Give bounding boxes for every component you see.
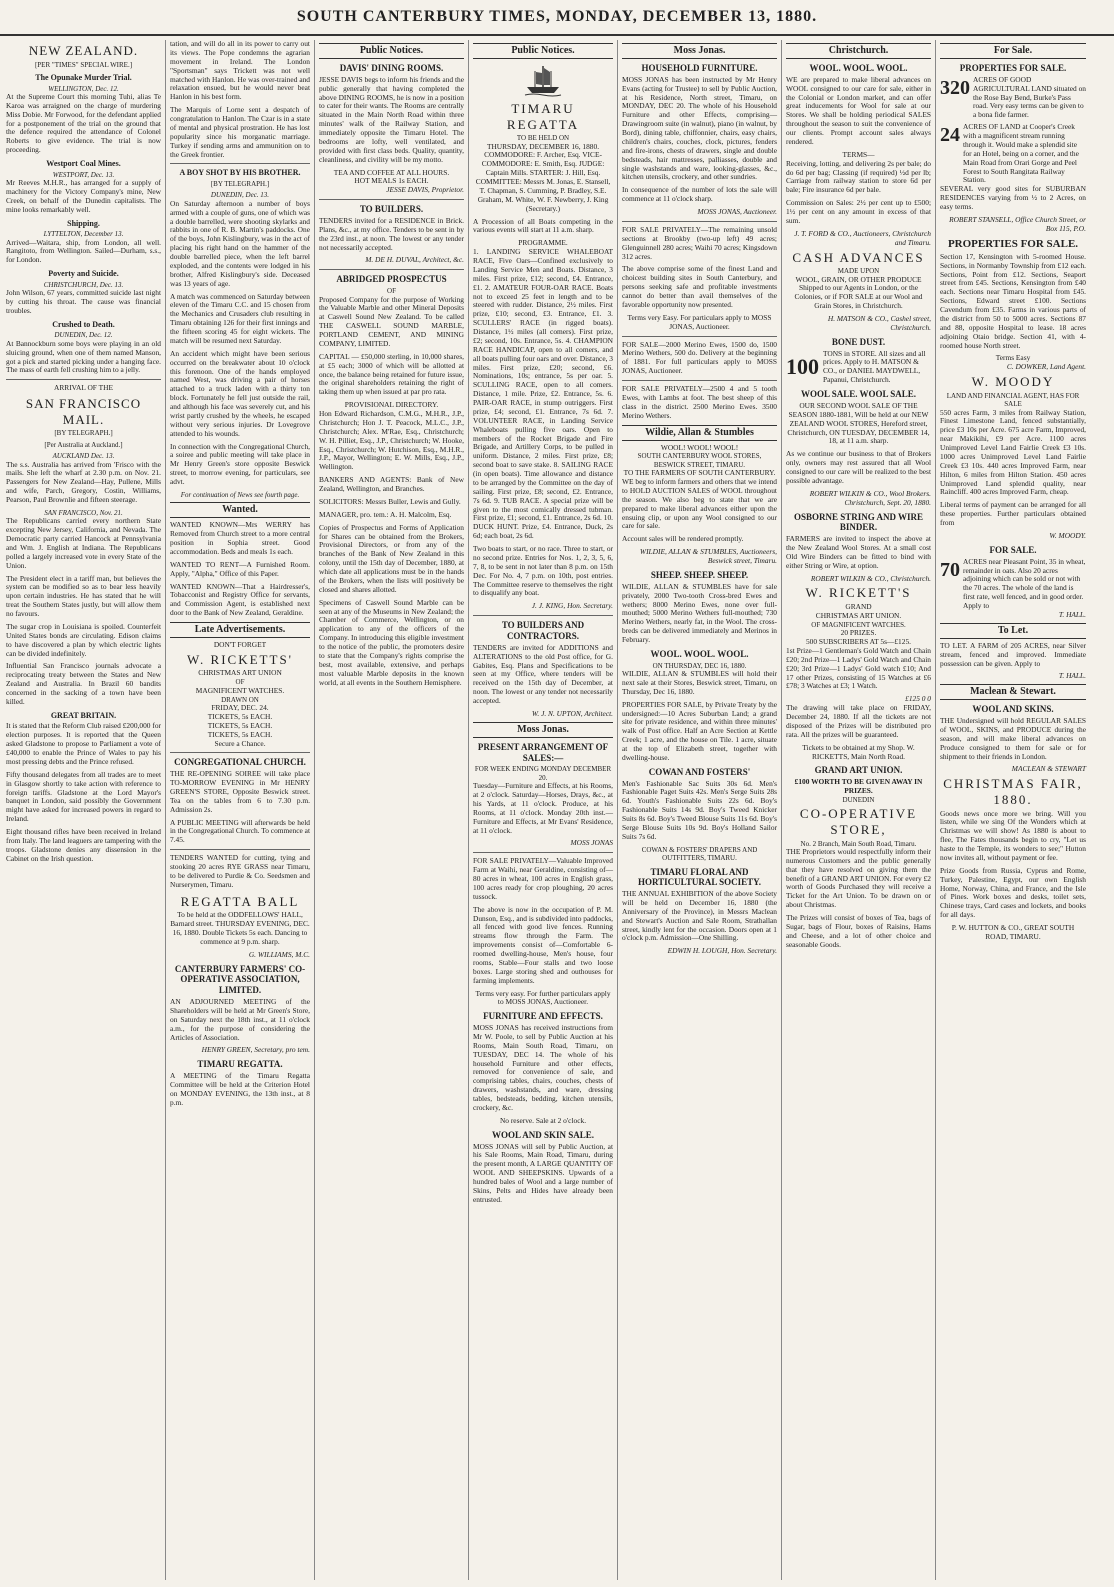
regatta-ball-text: To be held at the ODDFELLOWS' HALL, Barnard street. THURSDAY EVENING, DEC. 16, 1880. Double Tickets 5s each. Dancing to commence at 9 p.m. sharp. — [170, 910, 310, 946]
divider — [622, 380, 777, 381]
wool-skins-heading: WOOL AND SKINS. — [972, 704, 1054, 715]
furniture-heading: FURNITURE AND EFFECTS. — [483, 1011, 603, 1022]
brokers-text: As we continue our business to that of Brokers only, owners may rest assured that all Wool consigned to our care will be realized to the best possible advantage. — [786, 449, 931, 485]
solicitors-text: SOLICITORS: Messrs Buller, Lewis and Gully. — [319, 496, 461, 506]
bankers-text: BANKERS AND AGENTS: Bank of New Zealand, Wellington, and Branches. — [319, 475, 464, 494]
wanted-ad-2: WANTED TO RENT—A Furnished Room. Apply, "Alpha," Office of this Paper. — [170, 559, 310, 578]
commission-text: Commission on Sales: 2½ per cent up to £500; 1½ per cent on any amount in excess of that sum. — [786, 198, 931, 225]
contractors-heading: TO BUILDERS AND CONTRACTORS. — [501, 620, 585, 641]
properties-heading: PROPERTIES FOR SALE. — [959, 63, 1067, 73]
wool-advances-text: WE are prepared to make liberal advances on WOOL consigned to our care for sale, either in the Colonial or London market, and can offer great inducements for Wool for sale at our Stores. We shall be holding periodical SALES throughout the season to suit the convenience of our clients. Prompt account sales always rendered. — [786, 74, 931, 146]
properties-heading-2: PROPERTIES FOR SALE. — [947, 237, 1079, 250]
column-4 — [473, 40, 618, 1580]
column-6 — [786, 40, 936, 1580]
ford-sign: J. T. FORD & CO., Auctioneers, Christchurch and Timaru. — [794, 228, 931, 247]
builders-text: TENDERS invited for a RESIDENCE in Brick. Plans, &c., at my office. Tenders to be sent in by the 23rd inst., at noon. The lowest or any tender not necessarily accepted. — [319, 215, 464, 252]
britain-text-3: Eight thousand rifles have been received in Ireland from Italy. The land leaguers are tampering with the troops. Gladstone denies any dissension in the Cabinet on the Irish question. — [6, 827, 161, 863]
divider — [473, 852, 613, 853]
tickets-obtained: Tickets to be obtained at my Shop. W. RICKETTS, Main North Road. — [802, 742, 915, 761]
prop-24-ad — [940, 123, 1086, 185]
wildie-sign: WILDIE, ALLAN & STUMBLES, Auctioneers, Beswick street, Timaru. — [639, 547, 777, 566]
westport-heading: Westport Coal Mines. — [46, 159, 121, 169]
farmers-coop-sign: HENRY GREEN, Secretary, pro tem. — [201, 1045, 310, 1055]
cowan-title: COWAN AND FOSTERS' — [648, 766, 751, 777]
terms-easy-text: Terms very easy. For further particulars apply to MOSS JONAS, Auctioneer. — [475, 988, 611, 1007]
sf-text-4: The sugar crop in Louisiana is spoiled. Counterfeit United States bonds are circulating. Edison claims to have discovered a plan by which electric lights can be divided indefinitely. — [6, 621, 161, 658]
wool-sale-date: ON THURSDAY, DEC 16, 1880. — [652, 661, 747, 670]
secure-chance: Secure a Chance. — [214, 738, 266, 748]
moody-text: 550 acres Farm, 3 miles from Railway Station, Finest Limestone Land, fenced substantially, price £3 10s per Acre. 675 acre Farm, Improved, near Makikihi, £9 per Acre. 1100 acres Unimproved Level Land Fairlie Creek £3 10s. 1000 acres Unimproved Level Land Fairlie Creek £3 10s. 440 acres Improved Farm, near Hilton, 6 miles from Hilton Station. 450 acres Unimproved Land splendid quality, near Raincliff. 400 acres Improved Farm, cheap. — [940, 407, 1086, 497]
dining-rooms-text: JESSE DAVIS begs to inform his friends and the public generally that having completed the above DINING ROOMS, he is now in a position to cater for their wants. The Rooms are centrally situated in the Main North Road within three minutes' walk of the Railway Station, and immediately opposite the Timaru Hotel. The bedrooms are lofty, well ventilated, and provided with first class beds. Quality, quantity, cleanliness, and civility will be my motto. — [319, 74, 464, 164]
osborne-sign: ROBERT WILKIN & CO., Christchurch. — [810, 573, 931, 583]
prize-total: £125 0 0 — [905, 694, 931, 704]
present-arrangement: PRESENT ARRANGEMENT OF SALES:— — [477, 741, 609, 763]
wool-skin-heading: WOOL AND SKIN SALE. — [491, 1129, 595, 1140]
suburban-sites: SEVERAL very good sites for SUBURBAN RESIDENCES varying from ½ to 2 Acres, on easy terms. — [940, 184, 1086, 212]
maclean-text: THE Undersigned will hold REGULAR SALES of WOOL, SKINS, and PRODUCE during the season, and will make liberal advances on Produce consigned to them for sale or for shipment to their friends in London. — [940, 716, 1086, 761]
prop-70-ad — [940, 558, 1086, 611]
prospectus-text: Proposed Company for the purpose of Working the Valuable Marble and other Mineral Deposits at Caswell Sound New Zealand. To be called THE CASWELL SOUND MARBLE, PORTLAND CEMENT, AND MINING COMPANY, LIMITED. — [319, 294, 464, 348]
of-watches-label: OF MAGNIFICENT WATCHES. — [811, 620, 906, 629]
regatta-meeting-text: A MEETING of the Timaru Regatta Committee will be held at the Criterion Hotel on MONDAY EVENING, the 13th inst., at 8 p.m. — [170, 1071, 310, 1107]
boy-shot-sub: [BY TELEGRAPH.] — [210, 179, 270, 188]
builders-sign: M. DE H. DUVAL, Architect, &c. — [365, 255, 464, 265]
prop-24-text: ACRES OF LAND at Cooper's Creek with a magnificent stream running through it. Would make a splendid site for an Hotel, being on a corner, and the Main Road from Orari Gorge and Peel Forest to South Rangitata Railway Station. — [963, 122, 1079, 185]
dunedin-label: DUNEDIN — [842, 796, 875, 804]
terms-easy: Terms Easy — [995, 353, 1031, 363]
sheep-heading: SHEEP. SHEEP. SHEEP. — [650, 569, 749, 580]
copies-text: Copies of Prospectus and Forms of Application for Shares can be obtained from the Brokers, Provisional Directors, or from any of the branches of the Bank of New Zealand in this colony, until the 15th day of December, 1880, at which date all applications must be in the hands of the Brokers, when the lists will positively be closed and shares allotted. — [319, 522, 464, 594]
column-2 — [170, 40, 315, 1580]
to-let-heading: To Let. — [940, 623, 1086, 639]
wool-wool: WOOL! WOOL! WOOL! — [660, 442, 739, 452]
contractors-text: TENDERS are invited for ADDITIONS and ALTERATIONS to the old Post office, for G. Gabites, Esq. Plans and Specifications to be seen at my Office, where tenders will be received on the 15th day of December, at noon. The lowest or any tender not necessarily accepted. — [473, 642, 613, 706]
cash-made-upon: MADE UPON — [837, 267, 880, 276]
poverty-heading: Poverty and Suicide. — [48, 269, 119, 279]
crushed-heading: Crushed to Death. — [52, 319, 115, 329]
farmers-coop-heading: CANTERBURY FARMERS' CO-OPERATIVE ASSOCIATION, LIMITED. — [174, 963, 306, 996]
ewes-for-sale: FOR SALE PRIVATELY—2500 4 and 5 tooth Ewes, with Lambs at foot. The best sheep of this class in the district. 2500 Merino Ewes. 3500 Merino Wethers. — [622, 384, 777, 420]
masthead-title: SOUTH CANTERBURY TIMES, MONDAY, DECEMBER 13, 1880. — [296, 8, 818, 25]
fair-poem: Goods news once more we bring. Will you listen, while we sing Of the Wonders which at Christmas we will show! As 1880 is about to flee, The Fates thousands begin to cry, "Let us haste to the Temple, its wonders to see;" Hutton now invites all, without payment or fee. — [940, 808, 1086, 862]
sheep-text: WILDIE, ALLAN & STUMBLES have for sale privately, 2000 Two-tooth Cross-bred Ewes and wethers; 8000 Merino Ewes, none over full-mouthed; 5000 Merino Wethers full-mouthed; 730 Merino Wethers, nearly fat, in the Wool. The cross-breds can be delivered immediately and Merinos in February. — [622, 581, 777, 644]
boy-shot-title: A BOY SHOT BY HIS BROTHER. — [179, 168, 301, 178]
sf-place: AUCKLAND Dec. 13. — [52, 452, 115, 461]
to-farmers: TO THE FARMERS OF SOUTH CANTERBURY. — [623, 468, 776, 478]
programme-text: 1. LANDING SERVICE WHALEBOAT RACE, Five Oars—Confined exclusively to Landing Service Men and Boats. Distance, 3 miles. First prize, £12; second, £4. Entrance, £1. 2. AMATEUR FOUR-OAR RACE. Boats not to exceed 25 feet in length and to be steered with rudder. Distance, 2½ miles. First prize, £10; second, £3. Entrance, £1. 3. SCULLERS' RACE (in rigged boats). Distance, 1½ miles (all comers). First prize, £2; second, 10s. Entrance, 5s. 4. CHAMPION RACE HANDICAP, open to all comers, and all boats pulling four oars and over. Distance, 3 miles. First prize, £20; second, £6. Nominations, 10s; entrance, 5s per oar. 5. SCULLING RACE, open to all comers. Distance, 1 mile. Prize, £2. Entrance, 5s. 6. PAIR-OAR RACE, in stump outriggers. First prize, £4; second, £1. Entrance, 7s 6d. 7. VOLUNTEER RACE, in Landing Service Whaleboats pulling five oars. Open to members of the Rocket Brigade and Fire Brigade, and Artillery Corps, to be pulled in uniform. Distance, 2 miles. First prize, £8; second boat to save stake. 8. SAILING RACE (in open boats). Time allowance and distance to be arranged by the Committee on the day of sailing. First prize, £8; second, £2. Entrance, 7s 6d. 9. TUB RACE. A special prize will be given to the most comically dressed tubman. First prize, £1; second, £1. Entrance, 2s 6d. 10. DUCK HUNT. Prize, £4. Entrance, Duck, 2s 6d; each boat, 2s 6d. — [473, 247, 613, 541]
moss-sign: MOSS JONAS, Auctioneer. — [697, 207, 777, 217]
prop-70-number: 70 — [940, 558, 960, 581]
fair-list: Prize Goods from Russia, Cyprus and Rome, Turkey, Palestine, Egypt, our own English Home, Norway, China, and France, and the Isle of Pines. Work boxes and desks, toilet sets, Chinese trays, Card cases and lockets, and books for all days. — [940, 865, 1086, 920]
public-notices-heading: Public Notices. — [319, 43, 464, 59]
wool-sale-heading-2: WOOL SALE. WOOL SALE. — [800, 389, 917, 400]
coop-text: THE Proprietors would respectfully inform their numerous Customers and the public generally that they have resolved on giving them the benefit of a GRAND ART UNION. For every £2 worth of Goods Purchased they will receive a Ticket for the Art Union. To be drawn on or about Christmas. — [786, 846, 931, 910]
moss-jonas-heading: Moss Jonas. — [473, 722, 613, 738]
shipping-place: LYTTELTON, December 13. — [43, 230, 124, 239]
draw-date: FRIDAY, DEC. 24. — [211, 703, 269, 713]
procession-text: A Procession of all Boats competing in the various events will start at 11 a.m. sharp. — [473, 216, 613, 235]
divider — [319, 269, 464, 270]
hall-sign-2: T. HALL. — [1058, 671, 1086, 681]
divider — [170, 752, 310, 753]
sc-wool-stores: SOUTH CANTERBURY WOOL STORES, BESWICK STREET, TIMARU. — [637, 452, 762, 469]
cash-advances-text: WOOL, GRAIN, OR OTHER PRODUCE Shipped to our Agents in London, or the Colonies, or if FOR SALE at our Wool and Grain Stores, in Christchurch. — [794, 274, 923, 311]
divider — [319, 199, 464, 200]
grand-label: GRAND — [845, 602, 872, 612]
provisional-directory: PROVISIONAL DIRECTORY. — [344, 400, 439, 410]
wool-sale-heading: WOOL. WOOL. WOOL. — [650, 648, 749, 659]
boy-shot-text: On Saturday afternoon a number of boys armed with a couple of guns, one of which was a double barrelled, were shooting skylarks and rabbits in one of R. B. Martin's paddocks. One of the boys, John Kislingbury, was in the act of placing his right hand on the hammer of the double barrelled piece, when the left barrel exploded, and the contents were lodged in his brother, Alfred Kislingbury's side. Deceased was 13 years of age. — [170, 198, 310, 288]
continued-text-2: The Marquis of Lorne sent a despatch of congratulation to Hanlon. The Czar is in a state of mental and physical prostration. He has lost popularity since his morganatic marriage. Turkey if sending arms and ammunition on to the Greek frontier. — [170, 105, 310, 159]
second-wool-sale: OUR SECOND WOOL SALE OF THE SEASON 1880-1881, Will be held at our NEW ZEALAND WOOL STORES, Hereford street, Christchurch, ON TUESDAY, DECEMBER 14, 18, at 11 a.m. sharp. — [787, 400, 930, 446]
prospectus-title: ABRIDGED PROSPECTUS — [336, 274, 447, 285]
public-notices-heading-2: Public Notices. — [473, 43, 613, 59]
farmers-coop-text: AN ADJOURNED MEETING of the Shareholders will be held at Mr Green's Store, on Saturday next the 18th inst., at 11 o'clock a.m., for the purpose of considering the Articles of Association. — [170, 997, 310, 1042]
nz-title: NEW ZEALAND. — [28, 43, 139, 58]
crushed-text: At Bannockburn some boys were playing in an old sluicing ground, when one of them named Manson, got a pick and started picking under a hanging face. The mass of earth fell crushing him to a jelly. — [6, 338, 161, 375]
prop-24-number: 24 — [940, 124, 960, 147]
column-5 — [622, 40, 782, 1580]
wanted-ad-3: WANTED KNOWN—That a Hairdresser's, Tobacconist and Registry Office for servants, and Commission Agent, is established next door to the Bank of New Zealand, Geraldine. — [170, 581, 310, 618]
arrival-title: ARRIVAL OF THE — [54, 383, 113, 393]
bone-dust-ad — [786, 350, 931, 386]
britain-heading: GREAT BRITAIN. — [50, 710, 117, 720]
page-columns — [0, 36, 1114, 1580]
continuation-note: For continuation of News see fourth page. — [180, 490, 300, 499]
contractors-sign: W. J. N. UPTON, Architect. — [531, 708, 613, 718]
sections-note: The above comprise some of the finest Land and choicest building sites in South Canterbury, and persons seeking safe and profitable investments cannot do better than avail themselves of the favorable opportunity now presented. — [622, 264, 777, 309]
bone-dust-text: TONS in STORE. All sizes and all prices. Apply to H. MATSON & CO., or DANIEL MAYDWELL, Papanui, Christchurch. — [823, 348, 926, 385]
moody-note: Liberal terms of payment can be arranged for all these properties. Further particulars obtained from — [940, 500, 1086, 528]
moody-subtitle: LAND AND FINANCIAL AGENT, HAS FOR SALE — [946, 391, 1080, 409]
late-ads-heading: Late Advertisements. — [170, 622, 310, 638]
osborne-heading: OSBORNE STRING AND WIRE BINDER. — [793, 511, 924, 533]
floral-sign: EDWIN H. LOUGH, Hon. Secretary. — [667, 946, 777, 956]
floral-text: THE ANNUAL EXHIBITION of the above Society will be held on December 16, 1880 (the Anniversary of the Province), in Messrs Maclean and Stewart's Auction and Sale Room, Strathallan street, kindly lent for the occasion. Doors open at 1 o'clock p.m. Admission—One Shilling. — [622, 889, 777, 943]
sales-text: Tuesday—Furniture and Effects, at his Rooms, at 2 o'clock. Saturday—Horses, Drays, &c., at his Yards, at 11 o'clock. Produce, at his Rooms, at 11 o'clock. Monday 20th inst.—Furniture and Effects, at Mr Evans' Residence, at 11 o'clock. — [473, 781, 613, 835]
programme-heading: PROGRAMME. — [518, 238, 568, 248]
boy-shot-place: DUNEDIN, Dec. 13. — [210, 191, 270, 200]
tickets-line-2: TICKETS, 5s EACH. — [207, 720, 273, 730]
hutton-sign: P. W. HUTTON & CO., GREAT SOUTH ROAD, TIMARU. — [951, 923, 1075, 941]
tickets-line-3: TICKETS, 5s EACH. — [207, 729, 273, 739]
ship-illustration — [473, 63, 613, 97]
tenders-rye-grass: TENDERS WANTED for cutting, tying and stooking 20 acres RYE GRASS near Timaru, to be delivered to Purdie & Co. Seedsmen and Nurserymen, Timaru. — [170, 853, 310, 889]
terms-heading: TERMS— — [842, 149, 875, 159]
wildie-heading: Wildie, Allan & Stumbles — [622, 425, 777, 441]
subscribers-line: 500 SUBSCRIBERS AT 5s—£125. — [805, 637, 911, 647]
cowan-sign: COWAN & FOSTERS' DRAPERS AND OUTFITTERS, TIMARU. — [641, 845, 758, 863]
cash-advances-title: CASH ADVANCES — [792, 249, 925, 265]
column-7 — [940, 40, 1090, 1580]
hall-sign: T. HALL. — [1058, 609, 1086, 619]
coop-store-title: CO-OPERATIVE STORE, — [799, 806, 918, 837]
specimens-text: Specimens of Caswell Sound Marble can be seen at any of the Museums in New Zealand; the Chamber of Commerce, Wellington, or on application to any of the officers of the Company. In introducing this eligible investment to the notice of the public, the promoters desire to state that the Company's rights comprise the best, most available, extensive, and perhaps most valuable Marble deposits in the known world, at all events in the Southern Hemisphere. — [319, 597, 464, 687]
westport-text: Mr Reeves M.H.R., has arranged for a supply of machinery for the Victory Company's mine, New Creek, on behalf of the Dunedin capitalists. The mine looks remarkably well. — [6, 178, 161, 214]
westport-place: WESTPORT, Dec. 13. — [52, 170, 115, 179]
stansell-sign: ROBERT STANSELL, Office Church Street, or Box 115, P.O. — [949, 214, 1086, 233]
opunake-text: At the Supreme Court this morning Tuhi, alias Te Karoa was arraigned on the charge of murdering Miss Dobie. Mr Forwood, for the defendant applied for a postponement of the trial on the ground that the defence required the attendance of Colonel Roberts to give evidence. The trial is now proceeding. — [6, 91, 161, 155]
public-meeting: A PUBLIC MEETING will afterwards be held in the Congregational Church. To commence at 7.45. — [170, 817, 310, 845]
christmas-fair-title: CHRISTMAS FAIR, 1880. — [943, 776, 1083, 807]
regatta-ball-sign: G. WILLIAMS, M.C. — [248, 949, 310, 959]
drawn-label: DRAWN ON — [221, 695, 259, 704]
poverty-text: John Wilson, 67 years, committed suicide last night by cutting his throat. The cause was financial troubles. — [6, 288, 161, 315]
regatta-title: TIMARU REGATTA — [506, 101, 580, 132]
prop-320-text: ACRES OF GOOD AGRICULTURAL LAND situated on the Rose Bay Bend, Burke's Pass road. Very easy terms can be given to a bona fide farmer. — [973, 74, 1086, 120]
davis-sign: JESSE DAVIS, Proprietor. — [386, 185, 464, 195]
no-reserve: No reserve. Sale at 2 o'clock. — [499, 1115, 587, 1125]
builders-heading: TO BUILDERS. — [359, 204, 424, 215]
osborne-text: FARMERS are invited to inspect the above at the New Zealand Wool Stores. At a small cost Old Wire Binders can be fitted to bind with either String or Wire, at option. — [786, 534, 931, 570]
dining-rooms-title: DAVIS' DINING ROOMS. — [339, 63, 444, 73]
farm-details-text: The above is now in the occupation of P. M. Dunson, Esq., and is subdivided into paddocks, all fenced with good live fences. Running streams flow through the Farm. The improvements consist of—Comfortable 6-roomed dwelling-house, Men's house, four rooms, Stable—Four stalls and two loose boxes. Large storing shed and outhouses for farming implements. — [473, 904, 614, 985]
divider — [170, 163, 310, 164]
prop-70-text: ACRES near Pleasant Point, 35 in wheat, remainder in oats. Also 20 acres adjoining which can be sold or not with the 70 acres. The whole of the land is first rate, well fenced, and in good order. Apply to — [963, 556, 1086, 611]
divider — [622, 336, 777, 337]
ricketts-title: W. RICKETT'S — [805, 585, 912, 601]
moody-title: W. MOODY — [971, 374, 1055, 390]
household-text: MOSS JONAS has been instructed by Mr Henry Evans (acting for Trustee) to sell by Public Auction, at his Residence, North street, Timaru, on MONDAY, DEC 20. The whole of his Household Furniture and other Effects, comprising—Drawingroom suite (in walnut), piano (in walnut, by Bord), dining table, chiffonnier, chairs, easy chairs, children's chairs, couches, clock, pictures, fenders and fire-irons, chests of drawers, single and double bedsteads, hair mattresses, palliasses, double and single washstands and ware, looking-glasses, &c., kitchen utensils, crockery, and other sundries. — [622, 74, 777, 182]
tea-coffee: TEA AND COFFEE AT ALL HOURS. — [333, 167, 450, 177]
moody-sign: W. MOODY. — [1049, 530, 1086, 540]
regatta-officials: COMMODORE: F. Archer, Esq. VICE-COMMODORE: E. Smith, Esq. JUDGE: Captain Mills. STARTER: J. Hill, Esq. COMMITTEE: Messrs M. Jonas, E. Stansell, T. Chapman, S. Cumming, P. Bradley, S.E. Graham, M. White, W. F. Newberry, J. King (Secretary.) — [475, 150, 611, 213]
bone-dust-number: 100 — [786, 354, 819, 380]
maclean-sign: MACLEAN & STEWART — [1011, 764, 1086, 774]
to-let-text: TO LET. A FARM of 205 ACRES, near Silver stream, fenced and improved. Immediate possession can be given. Apply to — [940, 640, 1086, 668]
reopening-soiree: THE RE-OPENING SOIREE will take place TO-MORROW EVENING in Mr HENRY GREEN'S STORE, Opposite Beswick street. Tea on the tables from 6 to 7.30 p.m. Admission 2s. — [170, 769, 310, 814]
regatta-ball-title: REGATTA BALL — [180, 893, 300, 909]
furniture-text: MOSS JONAS has received instructions from Mr W. Poole, to sell by Public Auction at his Rooms, Main South Road, Timaru, on TUESDAY, DEC 14. The whole of his household Furniture and other effects, removed for convenience of sale, and comprising tables, chairs, couches, chests of drawers, washstands, and ware, dressing tables, bedsteads, bedding, kitchen utensils, crockery, &c. — [473, 1023, 613, 1112]
divider — [473, 615, 613, 616]
wool-skin-text: MOSS JONAS will sell by Public Auction, at his Sale Rooms, Main Road, Timaru, during the present month, A LARGE QUANTITY OF WOOL AND SHEEPSKINS. Upwards of a hundred bales of Wool and a large number of Skins, Pelts and Hides have already been entrusted. — [473, 1141, 613, 1204]
sections-for-sale: FOR SALE PRIVATELY—The remaining unsold sections at Brookby (two-up left) 49 acres; Glenguinnell 280 acres; Waihi 70 acres; Kingsdown 312 acres. — [622, 224, 777, 261]
coop-address: No. 2 Branch, Main South Road, Timaru. — [800, 839, 917, 848]
coop-prizes-text: The Prizes will consist of boxes of Tea, bags of Sugar, bags of Flour, boxes of Raisins, Hams and Cheese, and a lot of other choice and seasonable Goods. — [786, 913, 931, 949]
shipping-heading: Shipping. — [67, 218, 100, 228]
britain-text-1: It is stated that the Reform Club raised £200,000 for election purposes. It is reported that the Queen asked Gladstone to propose to Parliament a vote of £40,000 to enable the Prince of Wales to pay his most pressing debts and the Prince refused. — [6, 721, 161, 766]
maclean-heading: Maclean & Stewart. — [940, 684, 1086, 700]
wool-sale-text: WILDIE, ALLAN & STUMBLES will hold their next sale at their Stores, Beswick street, Timaru, on Thursday, Dec 16, 1880. — [622, 669, 777, 696]
britain-text-2: Fifty thousand delegates from all trades are to meet in Glasgow shortly to take action with reference to foreign tariffs. Gladstone at the Lord Mayor's banquet in London, said possibly the Government might have asked for increased powers in regard to Ireland. — [6, 769, 161, 824]
sf-text-5: Influential San Francisco journals advocate a reciprocating treaty between the States and New Zealand and Australia. In Brazil 60 bandits concerned in the sacking of a town have been killed. — [6, 661, 161, 706]
divider — [622, 221, 777, 222]
bone-dust-heading: BONE DUST. — [831, 336, 886, 347]
week-ending: FOR WEEK ENDING MONDAY DECEMBER 20. — [474, 765, 612, 782]
wanted-heading: Wanted. — [170, 502, 310, 518]
programme-note: Two boats to start, or no race. Three to start, or no second prize. Entries for Nos. 1, 2, 3, 5, 6, 7, 8, to be sent in not later than 8 p.m. on 15th Dec. For No. 4, 7 p.m. on 10th, post entries. The Committee reserve to themselves the right to disqualify any boat. — [473, 544, 613, 598]
terms-very-easy: Terms very Easy. For particulars apply to MOSS JONAS, Auctioneer. — [627, 312, 772, 331]
tickets-line-1: TICKETS, 5s EACH. — [207, 711, 273, 721]
poverty-place: CHRISTCHURCH, Dec. 13. — [43, 280, 124, 289]
masthead — [0, 0, 1114, 36]
directors-list: Hon Edward Richardson, C.M.G., M.H.R., J.P., Christchurch; Hon J. T. Peacock, M.L.C., J.P., Christchurch; Alex. M'Rae, Esq., Christchurch; W. H. Pilliet, Esq., J.P., Christchurch; W. Hooke, Esq., Christchurch; W. Hutchison, Esq., M.H.R., J.P., Mayor, Wellington; E. W. Mills, Esq., J.P., Wellington. — [319, 409, 464, 472]
programme-sign: J. J. KING, Hon. Secretary. — [531, 601, 613, 611]
prize-list: 1st Prize—1 Gentleman's Gold Watch and Chain £20; 2nd Prize—1 Ladys' Gold Watch and Chain £20; 3rd Prize—1 Ladys' Gold watch £10; And 17 other Prizes, consisting of 15 Watches at £6 £78; 3 Watches at £3; 1 Watch. — [786, 645, 931, 691]
ricketts-name: W. RICKETTS' — [186, 651, 294, 667]
hot-meals: HOT MEALS 1s EACH. — [354, 176, 429, 186]
wanted-ad-1: WANTED KNOWN—Mrs WERRY has Removed from Church street to a more central position in Sophia street. Good accommodation. Beds and meals 1s each. — [170, 520, 310, 556]
merino-for-sale: FOR SALE—2000 Merino Ewes, 1500 do, 1500 Merino Wethers, 500 do. Delivery at the beginning of 1881. For full particulars apply to MOSS JONAS, Auctioneer. — [622, 339, 777, 376]
divider — [6, 379, 161, 380]
church-text: In connection with the Congregational Church, a soiree and public meeting will take place in Mr Henry Green's store opposite Beswick street, to morrow evening, for particulars, see advt. — [170, 441, 310, 486]
household-heading: HOUSEHOLD FURNITURE. — [641, 63, 758, 73]
farm-for-sale-text: FOR SALE PRIVATELY—Valuable Improved Farm at Waihi, near Geraldine, consisting of—80 acres in wheat, 100 acres in English grass, 100 acres ready for crop ploughing, 20 acres tussock. — [473, 856, 613, 901]
cowan-text: Men's Fashionable Sac Suits 30s 6d. Men's Fashionable Paget Suits 42s. Men's Serge Suits 28s 6d. Youth's Fashionable Suits 22s 6d. Boy's Fashionable Suits 14s 9d. Boy's Tweed Knicker Suits 8s 6d. Boy's Tweed Blouse Suits 11s 6d. Boy's Serge Blouse Suits 10s 9d. Boy's Holland Sailor Suits 7s 6d. — [622, 778, 777, 841]
accident-text: An accident which might have been serious occurred on the breakwater about 10 o'clock this forenoon. One of the hands employed named West, was driving a pair of horses attached to a truck laden with a thirty ton block. Fortunately he fell just outside the rail, and although his face was severely cut, and his wrist partly crushed by the wheels, he escaped without very serious injuries. Dr Lovegrove attended to his wounds. — [170, 348, 310, 438]
christmas-union-label: CHRISTMAS ART UNION. — [815, 610, 902, 620]
crushed-place: DUNEDIN, Dec. 12. — [54, 331, 113, 340]
timaru-regatta-heading: TIMARU REGATTA. — [197, 1059, 283, 1070]
nz-subtitle: [PER "TIMES" SPECIAL WIRE.] — [34, 60, 133, 69]
for-sale-heading: For Sale. — [940, 43, 1086, 59]
dowker-sign: C. DOWKER, Land Agent. — [1006, 362, 1086, 372]
prizes-count: 20 PRIZES. — [840, 628, 877, 638]
christchurch-heading: Christchurch. — [786, 43, 931, 59]
regatta-held: TO BE HELD ON — [516, 134, 570, 143]
dont-forget: DON'T FORGET — [213, 640, 267, 650]
properties-list: Section 17, Kensington with 5-roomed House. Sections, in Normanby Township from £12 each. Sections, Point from £12. Sections, Seaport street from £45. Sections, Kensington from £40 each. Sections near Timaru Hospital from £45. Sections, Edward street £100. Sections Cavendum from £35. Farms in various parts of the district from 50 to 5000 acres. Sections 87 and 88, opposite Hospital to lease. 18 acres adjoining Otaio bridge. Section 41, with 4-roomed house North street. — [940, 251, 1086, 350]
floral-heading: TIMARU FLORAL AND HORTICULTURAL SOCIETY. — [637, 866, 762, 888]
for-sale-heading-2: FOR SALE. — [989, 544, 1037, 555]
household-note: In consequence of the number of lots the sale will commence at 11 o'clock sharp. — [622, 185, 777, 204]
farmers-text: WE beg to inform farmers and others that we intend to HOLD AUCTION SALES of WOOL throughout the season. We also beg to state that we are prepared to make liberal advances either upon the ensuing clip, or upon any Wool consigned to our care for sale. — [622, 477, 777, 531]
prospectus-of: OF — [387, 287, 396, 296]
sf-text-3: The President elect in a tariff man, but believes the system can be modified so as to bear less heavily upon certain industries. He has stated that he will treat the Southern States justly, but will allow them no favours. — [6, 573, 161, 619]
regatta-date: THURSDAY, DECEMBER 16, 1880. — [486, 141, 600, 151]
drawing-text: The drawing will take place on FRIDAY, December 24, 1880. If all the tickets are not disposed of the Prizes will be distributed pro rata. All the prizes will be guaranteed. — [786, 703, 931, 739]
matson-sign: H. MATSON & CO., Cashel street, Christchurch. — [827, 314, 931, 332]
manager-text: MANAGER, pro. tem.: A. H. Malcolm, Esq. — [319, 509, 452, 519]
sf-text-2: The Republicans carried every northern State excepting New Jersey, California, and Nevada. The Democratic party carried Hancock at Pennsylvania and Wm. J. English at Indiana. The Republicans polled a largely increased vote in every State of the Union. — [6, 516, 161, 570]
terms-text: Receiving, lotting, and delivering 2s per bale; do do 6d per bag; Classing (if required) ½d per lb; Carriage from railway station to store 6d per bale; Fire insurance 6d per bale. — [786, 158, 931, 195]
wool-heading: WOOL. WOOL. WOOL. — [809, 63, 908, 73]
column-3 — [319, 40, 469, 1580]
prop-320-ad — [940, 76, 1086, 120]
wilkin-sign: ROBERT WILKIN & CO., Wool Brokers. Christchurch, Sept. 20, 1880. — [809, 488, 931, 507]
ship-icon — [523, 63, 563, 97]
opunake-place: WELLINGTON, Dec. 12. — [48, 84, 119, 93]
grand-art-union: GRAND ART UNION. — [814, 765, 903, 776]
sf-subtitle-2: [Per Australia at Auckland.] — [44, 440, 123, 449]
column-1 — [6, 40, 166, 1580]
christmas-art-union: CHRISTMAS ART UNION — [198, 668, 282, 678]
sf-mail-title: SAN FRANCISCO MAIL. — [25, 396, 142, 427]
watches-label: MAGNIFICENT WATCHES. — [195, 685, 285, 695]
prop-320-number: 320 — [940, 76, 970, 99]
sf-place-2: SAN FRANCISCO, Nov. 21. — [44, 508, 123, 517]
shipping-text: Arrived—Waitara, ship, from London, all well. Rangitoto, from Wellington. Sailed—Durham, s.s., for London. — [6, 237, 161, 265]
worth-line: £100 WORTH TO BE GIVEN AWAY IN PRIZES. — [794, 777, 923, 796]
account-text: Account sales will be rendered promptly. — [622, 534, 744, 544]
match-text: A match was commenced on Saturday between eleven of the Timaru C.C. and 15 chosen from the Mechanics and Crusaders club resulting in Timaru obtaining 126 for their first innings and the fifteen scoring 45 for eight wickets. The match will be resumed next Saturday. — [170, 291, 310, 345]
sf-text-1: The s.s. Australia has arrived from 'Frisco with the mails. She left the wharf at 2.30 p.m. on Nov. 21. Passengers for New Zealand—Hay, Pullene, Mills and wife, Parch, Gregory, Costin, Williams, Pearson, Paul Brownlie and fifteen steerage. — [6, 459, 161, 505]
jonas-sign: MOSS JONAS — [570, 838, 613, 848]
congregational-heading: CONGREGATIONAL CHURCH. — [174, 757, 306, 768]
continued-text-1: tation, and will do all in its power to carry out its views. The Pope condemns the agrarian movement in Ireland. The London "Sportsman" says Trickett was not well matched with Hanlon. He was over-trained and relaxation ensued, but he would never beat Hanlon in his best form. — [170, 40, 310, 102]
sf-subtitle-1: [BY TELEGRAPH.] — [54, 429, 113, 438]
of-label: OF — [235, 678, 245, 687]
properties-private-treaty: PROPERTIES FOR SALE, by Private Treaty by the undersigned:—10 Acres Suburban Land; a grand site for private residence, and within three minutes' walk of Post office. Half an Acre Section at Kettle Creek; 1 acre, and the house on Tile. 1 acre, situate at the top of Elizabeth street, together with dwelling-house. — [622, 699, 777, 762]
capital-text: CAPITAL — £50,000 sterling, in 10,000 shares, at £5 each; 3000 of which will be allotted at once, the balance being retained for future issue, the original shareholders retaining the right of taking them up when issued at par pro rata. — [319, 351, 464, 397]
divider — [170, 849, 310, 850]
moss-jonas-heading-2: Moss Jonas. — [622, 43, 777, 59]
opunake-heading: The Opunake Murder Trial. — [35, 72, 132, 82]
